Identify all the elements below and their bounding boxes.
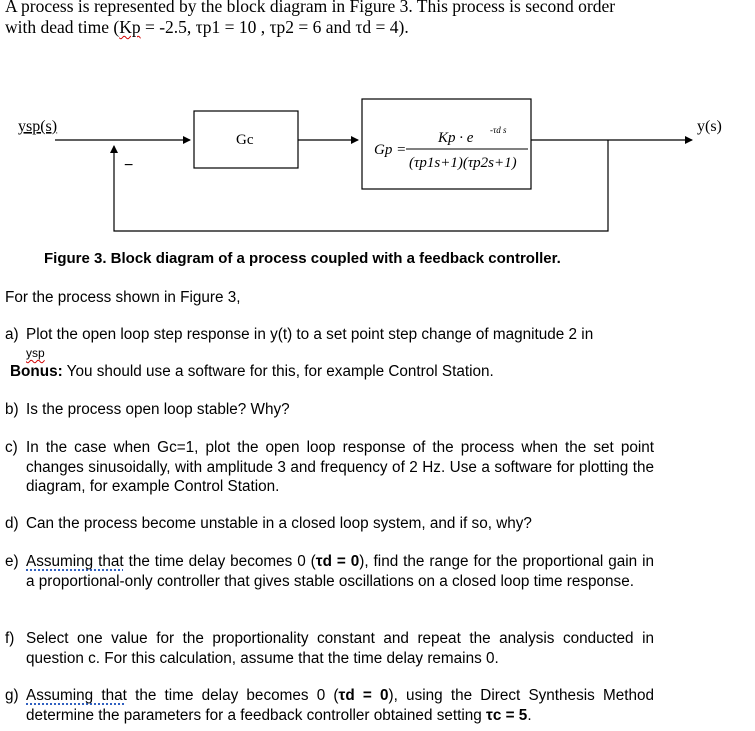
question-c-letter: c) <box>5 439 18 456</box>
plant-exponent: -τd s <box>490 125 507 135</box>
question-c-text: In the case when Gc=1, plot the open loop response of the process when the set point changes sinusoidally, with amplitude 3 and frequency of 2 Hz. Use a software for plotting the diagram, for example Control Station. <box>26 439 654 495</box>
question-d-text: Can the process become unstable in a closed loop system, and if so, why? <box>26 515 532 532</box>
question-a-subscript: ysp <box>26 346 45 360</box>
summing-minus: − <box>124 157 134 174</box>
bonus-note <box>10 362 494 382</box>
intro-line-1: A process is represented by the block diagram in Figure 3. This process is second order <box>5 0 616 16</box>
plant-gp-label: Gp = <box>374 142 407 158</box>
question-e-bold: τd = 0 <box>315 553 360 570</box>
intro-line-2 <box>5 17 745 38</box>
question-a-text: Plot the open loop step response in y(t) to a set point step change of magnitude 2 in <box>26 326 594 343</box>
input-label: ysp(s) <box>18 118 58 135</box>
question-g-bold2: τc = 5 <box>486 706 528 724</box>
plant-numerator: Kp · e <box>438 130 474 146</box>
question-f-text: Select one value for the proportionality constant and repeat the analysis conducted in question c. For this calculation, assume that the time delay remains 0. <box>26 630 654 667</box>
question-g-text <box>26 686 654 725</box>
question-b-letter: b) <box>5 401 19 418</box>
bonus-label: Bonus: <box>10 363 63 380</box>
bonus-text: You should use a software for this, for example Control Station. <box>62 363 494 380</box>
intro-line-2-start: with dead time ( <box>5 17 120 37</box>
question-g-mid: ), using the Direct Synthesis Method determine the parameters for a feedback controller obtained setting <box>26 687 654 724</box>
question-e-text <box>26 552 654 591</box>
question-g-post: . <box>527 706 532 724</box>
question-g-bold: τd = 0 <box>338 687 389 704</box>
controller-label: Gc <box>236 132 254 148</box>
question-a-letter: a) <box>5 326 19 343</box>
block-diagram <box>0 95 755 245</box>
figure-caption: Figure 3. Block diagram of a process coupled with a feedback controller. <box>44 250 561 267</box>
lead-sentence: For the process shown in Figure 3, <box>5 289 241 306</box>
question-e-pre: the time delay becomes 0 ( <box>123 553 316 570</box>
feedback-path <box>114 140 608 231</box>
kp-symbol: Kp <box>119 17 141 37</box>
question-b-text: Is the process open loop stable? Why? <box>26 401 290 418</box>
plant-denominator: (τp1s+1)(τp2s+1) <box>409 155 517 171</box>
question-e-letter: e) <box>5 553 19 570</box>
question-e-underlined: Assuming that <box>26 553 124 570</box>
intro-line-2-end: = -2.5, τp1 = 10 , τp2 = 6 and τd = 4). <box>140 17 409 37</box>
question-g-letter: g) <box>5 687 19 704</box>
question-g-underlined: Assuming that <box>26 687 127 704</box>
question-f-letter: f) <box>5 630 15 647</box>
question-e-post: ), find the range for the proportional gain in a proportional-only controller that gives stable oscillations on a closed loop time response. <box>26 553 654 590</box>
question-g-pre: the time delay becomes 0 ( <box>126 687 339 704</box>
output-label: y(s) <box>697 118 722 135</box>
intro-paragraph <box>5 0 745 38</box>
question-d-letter: d) <box>5 515 19 532</box>
